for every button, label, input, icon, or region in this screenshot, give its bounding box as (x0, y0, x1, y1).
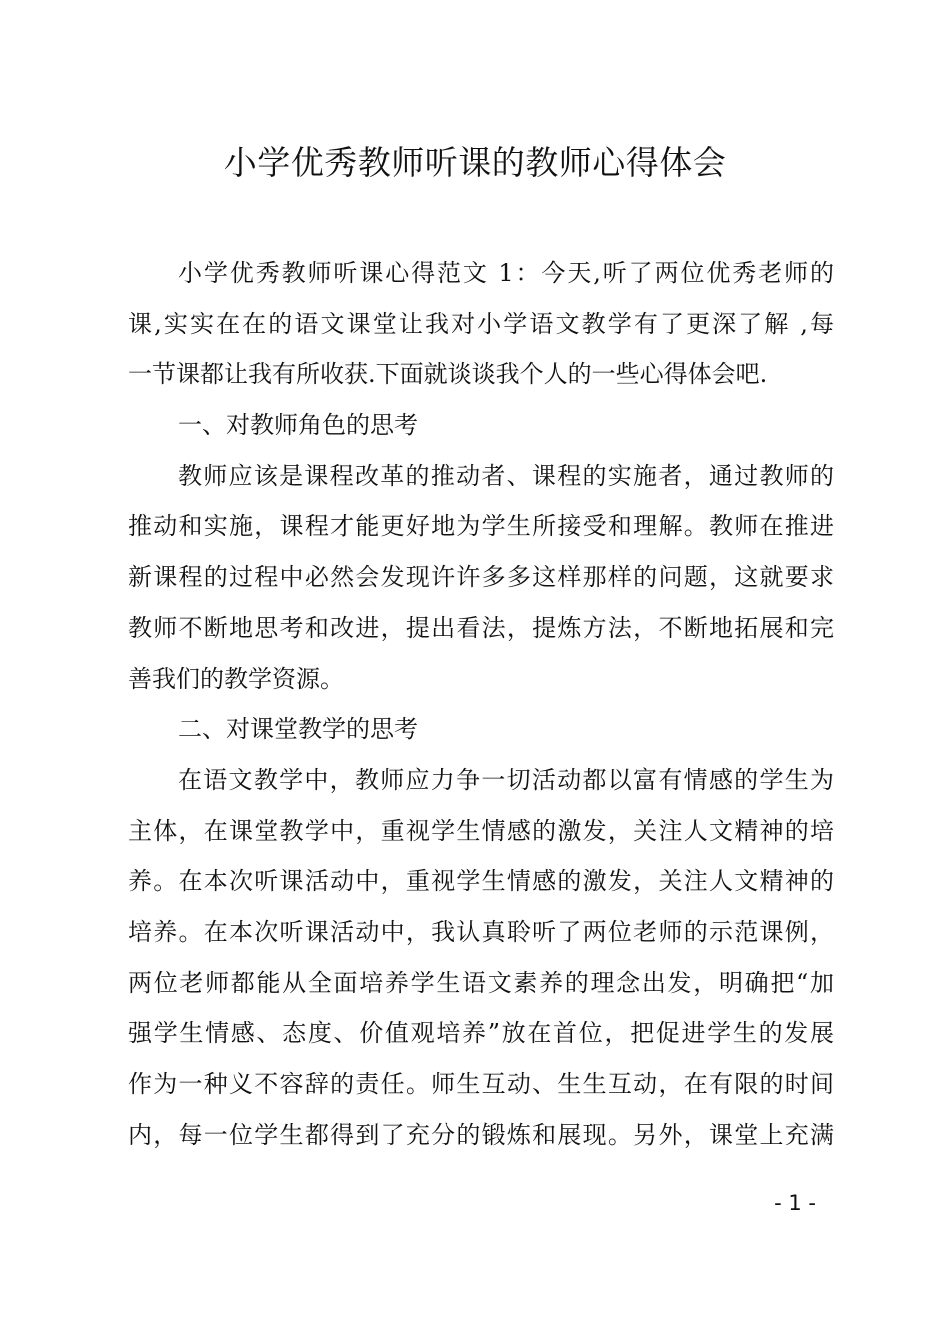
page-number: - 1 - (774, 1191, 816, 1215)
text-line: 养。在本次听课活动中，重视学生情感的激发，关注人文精神的 (128, 867, 834, 896)
text-line: 培养。在本次听课活动中，我认真聆听了两位老师的示范课例， (128, 917, 834, 946)
text-line: 小学优秀教师听课心得范文 1：今天,听了两位优秀老师的 (178, 259, 834, 287)
text-line: 课,实实在在的语文课堂让我对小学语文教学有了更深了解 ,每 (128, 309, 834, 338)
text-line: 教师不断地思考和改进，提出看法，提炼方法，不断地拓展和完 (128, 613, 834, 642)
text-line: 两位老师都能从全面培养学生语文素养的理念出发，明确把“加 (128, 968, 834, 997)
text-line: 善我们的教学资源。 (128, 664, 344, 693)
text-line: 在语文教学中，教师应力争一切活动都以富有情感的学生为 (178, 765, 834, 794)
text-line: 推动和实施，课程才能更好地为学生所接受和理解。教师在推进 (128, 512, 834, 541)
text-line: 内，每一位学生都得到了充分的锻炼和展现。另外，课堂上充满 (128, 1120, 834, 1149)
text-line: 教师应该是课程改革的推动者、课程的实施者，通过教师的 (178, 461, 834, 490)
text-line: 作为一种义不容辞的责任。师生互动、生生互动，在有限的时间 (128, 1070, 834, 1098)
document-body (128, 248, 834, 1160)
page-title: 小学优秀教师听课的教师心得体会 (223, 143, 727, 182)
section-heading: 二、对课堂教学的思考 (178, 715, 418, 744)
text-line: 主体，在课堂教学中，重视学生情感的激发，关注人文精神的培 (128, 816, 834, 845)
section-heading: 一、对教师角色的思考 (178, 411, 418, 440)
text-line: 一节课都让我有所收获.下面就谈谈我个人的一些心得体会吧. (128, 360, 768, 389)
text-line: 强学生情感、态度、价值观培养”放在首位，把促进学生的发展 (128, 1019, 834, 1048)
text-line: 新课程的过程中必然会发现许许多多这样那样的问题，这就要求 (128, 563, 834, 592)
